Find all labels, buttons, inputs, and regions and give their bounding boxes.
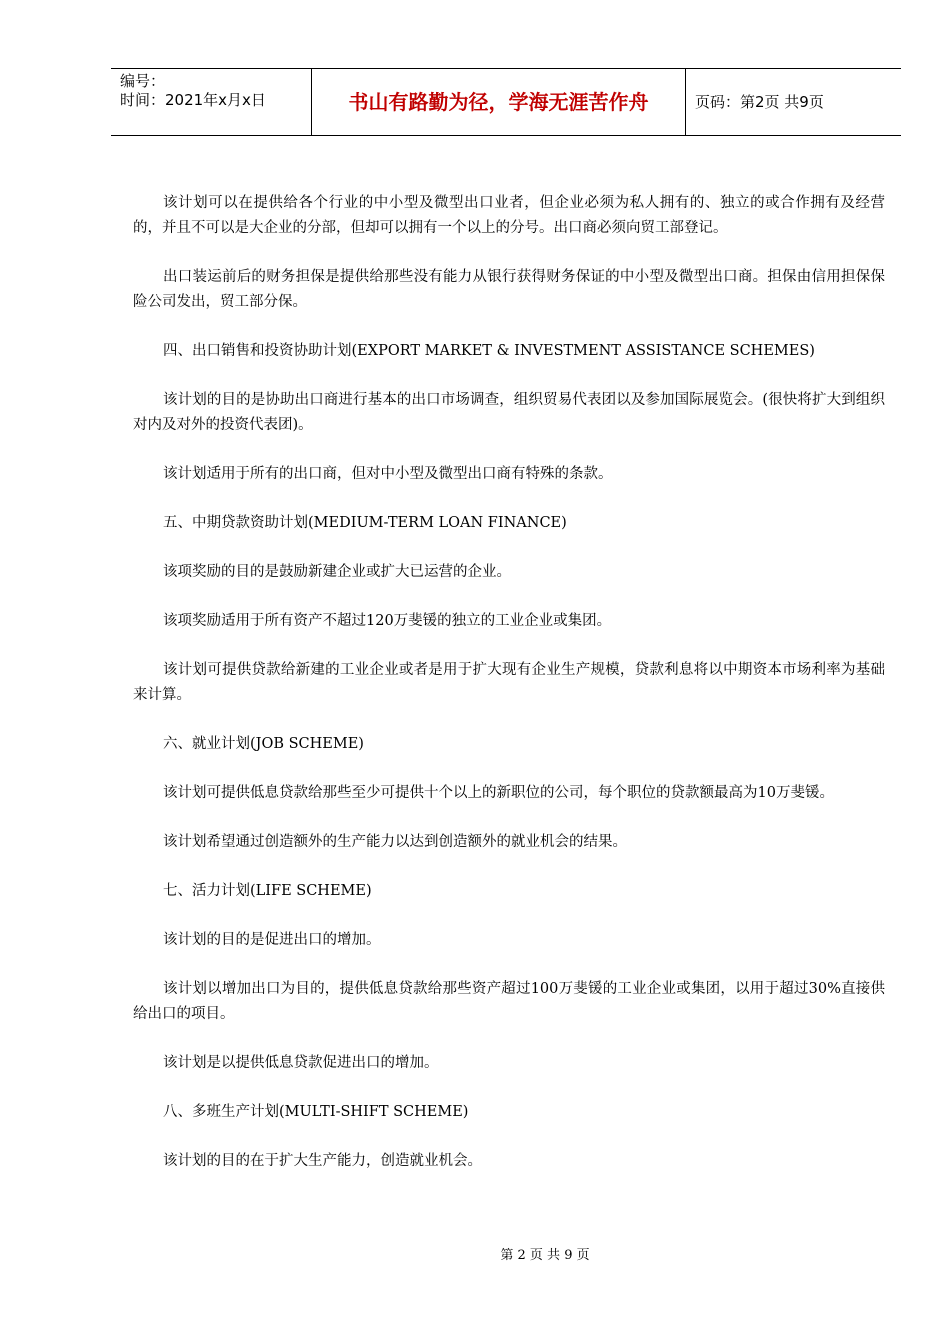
document-header — [111, 68, 901, 136]
header-meta — [111, 69, 312, 135]
page-footer: 第 2 页 共 9 页 — [500, 1248, 590, 1263]
paragraph: 该计划是以提供低息贷款促进出口的增加。 — [163, 1055, 439, 1071]
section-heading-6: 六、就业计划(JOB SCHEME) — [163, 736, 364, 752]
paragraph: 该项奖励的目的是鼓励新建企业或扩大已运营的企业。 — [163, 564, 511, 580]
paragraph: 出口装运前后的财务担保是提供给那些没有能力从银行获得财务保证的中小型及微型出口商。担保由信用担保保险公司发出，贸工部分保。 — [133, 269, 885, 310]
paragraph: 该项奖励适用于所有资产不超过120万斐锾的独立的工业企业或集团。 — [163, 613, 612, 629]
document-number-label: 编号： — [120, 72, 166, 90]
section-heading-4: 四、出口销售和投资协助计划(EXPORT MARKET & INVESTMENT ASSISTANCE SCHEMES) — [163, 343, 815, 359]
paragraph: 该计划的目的是促进出口的增加。 — [163, 932, 381, 948]
paragraph: 该计划可以在提供给各个行业的中小型及微型出口业者，但企业必须为私人拥有的、独立的或合作拥有及经营的，并且不可以是大企业的分部，但却可以拥有一个以上的分号。出口商必须向贸工部登记。 — [133, 195, 885, 236]
paragraph: 该计划的目的在于扩大生产能力，创造就业机会。 — [163, 1153, 482, 1169]
paragraph: 该计划以增加出口为目的，提供低息贷款给那些资产超过100万斐锾的工业企业或集团，以用于超过30%直接供给出口的项目。 — [133, 981, 885, 1022]
document-time-label: 时间：2021年x月x日 — [120, 91, 266, 109]
paragraph: 该计划适用于所有的出口商，但对中小型及微型出口商有特殊的条款。 — [163, 466, 613, 482]
header-page-number: 页码：第2页 共9页 — [695, 93, 824, 111]
header-motto: 书山有路勤为径，学海无涯苦作舟 — [312, 69, 686, 135]
document-body — [133, 191, 885, 1198]
paragraph: 该计划可提供低息贷款给那些至少可提供十个以上的新职位的公司，每个职位的贷款额最高为10万斐锾。 — [163, 785, 834, 801]
paragraph: 该计划可提供贷款给新建的工业企业或者是用于扩大现有企业生产规模，贷款利息将以中期资本市场利率为基础来计算。 — [133, 662, 885, 703]
section-heading-5: 五、中期贷款资助计划(MEDIUM-TERM LOAN FINANCE) — [163, 515, 567, 531]
paragraph: 该计划希望通过创造额外的生产能力以达到创造额外的就业机会的结果。 — [163, 834, 627, 850]
section-heading-7: 七、活力计划(LIFE SCHEME) — [163, 883, 372, 899]
section-heading-8: 八、多班生产计划(MULTI-SHIFT SCHEME) — [163, 1104, 469, 1120]
paragraph: 该计划的目的是协助出口商进行基本的出口市场调查，组织贸易代表团以及参加国际展览会。(很快将扩大到组织对内及对外的投资代表团)。 — [133, 392, 885, 433]
